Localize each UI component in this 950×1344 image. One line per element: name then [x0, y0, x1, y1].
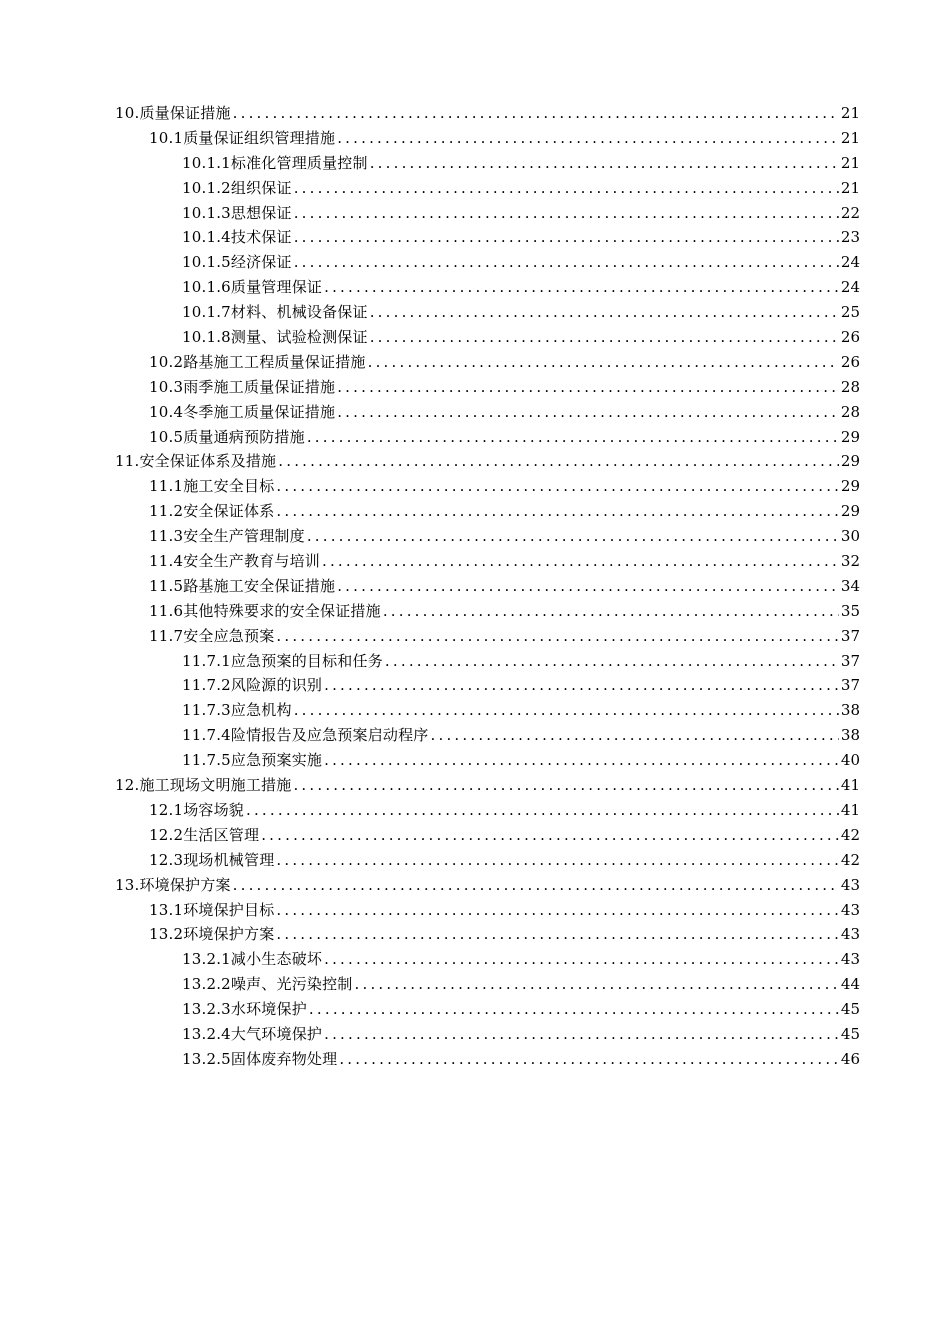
- toc-entry-page-number: 43: [840, 875, 860, 894]
- toc-entry-title: 13.环境保护方案: [115, 875, 231, 894]
- toc-entry-page-number: 38: [840, 726, 860, 745]
- toc-entry-page-number: 28: [840, 402, 860, 421]
- toc-dot-leader: [337, 574, 839, 599]
- toc-entry-title: 13.1环境保护目标: [149, 900, 275, 919]
- toc-dot-leader: [278, 449, 839, 474]
- toc-entry-title: 13.2.1减小生态破坏: [182, 950, 323, 969]
- toc-dot-leader: [383, 599, 839, 624]
- toc-entry-title: 12.施工现场文明施工措施: [115, 776, 292, 795]
- toc-entry-page-number: 26: [840, 328, 860, 347]
- toc-dot-leader: [276, 499, 839, 524]
- toc-entry-title: 10.1质量保证组织管理措施: [149, 128, 336, 147]
- toc-entry[interactable]: [115, 748, 860, 773]
- toc-entry[interactable]: [115, 225, 860, 250]
- toc-entry-title: 10.1.1标准化管理质量控制: [182, 153, 368, 172]
- toc-entry[interactable]: [115, 151, 860, 176]
- toc-entry-title: 11.7.4险情报告及应急预案启动程序: [182, 726, 429, 745]
- toc-entry[interactable]: [115, 176, 860, 201]
- toc-entry[interactable]: [115, 474, 860, 499]
- toc-entry[interactable]: [115, 524, 860, 549]
- toc-entry-page-number: 43: [840, 950, 860, 969]
- toc-entry-page-number: 29: [840, 502, 860, 521]
- toc-entry[interactable]: [115, 449, 860, 474]
- toc-entry-page-number: 41: [840, 800, 860, 819]
- toc-entry-page-number: 43: [840, 925, 860, 944]
- toc-entry[interactable]: [115, 649, 860, 674]
- toc-entry-page-number: 30: [840, 527, 860, 546]
- toc-dot-leader: [309, 997, 839, 1022]
- toc-dot-leader: [276, 898, 839, 923]
- toc-entry-page-number: 34: [840, 576, 860, 595]
- toc-dot-leader: [337, 400, 839, 425]
- toc-entry[interactable]: [115, 574, 860, 599]
- toc-dot-leader: [233, 873, 839, 898]
- toc-entry[interactable]: [115, 997, 860, 1022]
- toc-entry-title: 10.1.5经济保证: [182, 253, 292, 272]
- toc-entry[interactable]: [115, 773, 860, 798]
- toc-entry[interactable]: [115, 898, 860, 923]
- toc-entry-page-number: 32: [840, 552, 860, 571]
- toc-entry-title: 11.安全保证体系及措施: [115, 452, 277, 471]
- toc-entry[interactable]: [115, 275, 860, 300]
- toc-entry-page-number: 24: [840, 253, 860, 272]
- toc-entry-title: 10.5质量通病预防措施: [149, 427, 305, 446]
- toc-entry-title: 11.2安全保证体系: [149, 502, 275, 521]
- toc-dot-leader: [431, 723, 839, 748]
- toc-entry[interactable]: [115, 673, 860, 698]
- toc-entry-title: 11.3安全生产管理制度: [149, 527, 305, 546]
- toc-entry[interactable]: [115, 922, 860, 947]
- toc-entry-page-number: 46: [840, 1049, 860, 1068]
- toc-entry-title: 10.1.7材料、机械设备保证: [182, 303, 368, 322]
- toc-entry-title: 11.4安全生产教育与培训: [149, 552, 320, 571]
- toc-entry-title: 12.1场容场貌: [149, 800, 244, 819]
- toc-dot-leader: [307, 425, 839, 450]
- toc-entry-title: 13.2.5固体废弃物处理: [182, 1049, 338, 1068]
- toc-entry[interactable]: [115, 848, 860, 873]
- toc-dot-leader: [368, 350, 839, 375]
- toc-entry-title: 10.1.4技术保证: [182, 228, 292, 247]
- table-of-contents: [115, 101, 860, 1072]
- toc-entry-title: 12.3现场机械管理: [149, 850, 275, 869]
- toc-entry[interactable]: [115, 823, 860, 848]
- toc-entry[interactable]: [115, 250, 860, 275]
- toc-entry-page-number: 37: [840, 651, 860, 670]
- toc-dot-leader: [261, 823, 839, 848]
- toc-dot-leader: [276, 624, 839, 649]
- toc-dot-leader: [355, 972, 839, 997]
- toc-entry-title: 11.7安全应急预案: [149, 626, 275, 645]
- toc-entry-title: 13.2.3水环境保护: [182, 1000, 307, 1019]
- toc-dot-leader: [385, 649, 839, 674]
- toc-entry-page-number: 29: [840, 452, 860, 471]
- toc-dot-leader: [337, 126, 839, 151]
- toc-dot-leader: [339, 1047, 839, 1072]
- toc-entry-title: 11.1施工安全目标: [149, 477, 275, 496]
- toc-entry[interactable]: [115, 201, 860, 226]
- toc-entry[interactable]: [115, 350, 860, 375]
- toc-dot-leader: [324, 673, 839, 698]
- toc-entry-page-number: 21: [840, 128, 860, 147]
- toc-entry-page-number: 44: [840, 975, 860, 994]
- toc-entry-page-number: 38: [840, 701, 860, 720]
- toc-entry-title: 10.2路基施工工程质量保证措施: [149, 352, 366, 371]
- toc-entry-title: 11.6其他特殊要求的安全保证措施: [149, 601, 381, 620]
- toc-dot-leader: [294, 225, 839, 250]
- toc-dot-leader: [337, 375, 839, 400]
- toc-dot-leader: [294, 176, 839, 201]
- toc-entry-page-number: 42: [840, 825, 860, 844]
- toc-entry[interactable]: [115, 1047, 860, 1072]
- toc-entry[interactable]: [115, 972, 860, 997]
- toc-entry-title: 12.2生活区管理: [149, 825, 260, 844]
- toc-entry-page-number: 21: [840, 104, 860, 122]
- toc-entry[interactable]: [115, 599, 860, 624]
- toc-entry[interactable]: [115, 1022, 860, 1047]
- toc-entry-page-number: 37: [840, 676, 860, 695]
- toc-dot-leader: [324, 1022, 839, 1047]
- toc-entry-title: 10.1.3思想保证: [182, 203, 292, 222]
- toc-entry-title: 10.质量保证措施: [115, 104, 231, 122]
- toc-entry-title: 11.7.2风险源的识别: [182, 676, 323, 695]
- toc-entry-page-number: 43: [840, 900, 860, 919]
- toc-entry-page-number: 21: [840, 153, 860, 172]
- toc-dot-leader: [276, 848, 839, 873]
- toc-entry-title: 13.2.4大气环境保护: [182, 1024, 323, 1043]
- toc-entry-page-number: 45: [840, 1024, 860, 1043]
- toc-entry-title: 10.3雨季施工质量保证措施: [149, 377, 336, 396]
- toc-entry-page-number: 23: [840, 228, 860, 247]
- toc-entry-page-number: 28: [840, 377, 860, 396]
- toc-dot-leader: [370, 300, 839, 325]
- toc-entry[interactable]: [115, 325, 860, 350]
- toc-entry-title: 10.1.2组织保证: [182, 178, 292, 197]
- toc-entry[interactable]: [115, 723, 860, 748]
- toc-entry-page-number: 37: [840, 626, 860, 645]
- toc-entry-page-number: 29: [840, 477, 860, 496]
- toc-entry[interactable]: [115, 549, 860, 574]
- toc-entry-title: 11.7.3应急机构: [182, 701, 292, 720]
- toc-entry-title: 10.1.8测量、试验检测保证: [182, 328, 368, 347]
- toc-entry[interactable]: [115, 698, 860, 723]
- toc-entry-page-number: 22: [840, 203, 860, 222]
- toc-entry-page-number: 35: [840, 601, 860, 620]
- toc-dot-leader: [370, 325, 839, 350]
- toc-dot-leader: [276, 474, 839, 499]
- toc-dot-leader: [294, 698, 839, 723]
- toc-dot-leader: [324, 748, 839, 773]
- toc-dot-leader: [307, 524, 839, 549]
- toc-entry-page-number: 25: [840, 303, 860, 322]
- toc-entry[interactable]: [115, 400, 860, 425]
- toc-dot-leader: [276, 922, 839, 947]
- toc-entry-title: 11.5路基施工安全保证措施: [149, 576, 336, 595]
- toc-entry-title: 13.2.2噪声、光污染控制: [182, 975, 353, 994]
- toc-entry[interactable]: [115, 798, 860, 823]
- toc-entry[interactable]: [115, 126, 860, 151]
- toc-entry-page-number: 41: [840, 776, 860, 795]
- toc-entry[interactable]: [115, 873, 860, 898]
- toc-entry-title: 11.7.1应急预案的目标和任务: [182, 651, 383, 670]
- toc-entry-title: 11.7.5应急预案实施: [182, 751, 323, 770]
- toc-entry-page-number: 21: [840, 178, 860, 197]
- toc-entry[interactable]: [115, 425, 860, 450]
- toc-entry[interactable]: [115, 499, 860, 524]
- toc-entry-page-number: 40: [840, 751, 860, 770]
- toc-entry-page-number: 42: [840, 850, 860, 869]
- toc-entry[interactable]: [115, 300, 860, 325]
- toc-entry-title: 10.4冬季施工质量保证措施: [149, 402, 336, 421]
- toc-entry-page-number: 26: [840, 352, 860, 371]
- toc-dot-leader: [370, 151, 839, 176]
- toc-dot-leader: [246, 798, 839, 823]
- toc-entry-page-number: 24: [840, 278, 860, 297]
- toc-dot-leader: [294, 250, 839, 275]
- toc-entry-title: 13.2环境保护方案: [149, 925, 275, 944]
- toc-dot-leader: [324, 947, 839, 972]
- toc-entry-page-number: 45: [840, 1000, 860, 1019]
- toc-entry[interactable]: [115, 375, 860, 400]
- toc-dot-leader: [322, 549, 839, 574]
- toc-entry[interactable]: [115, 101, 860, 126]
- toc-entry-page-number: 29: [840, 427, 860, 446]
- toc-dot-leader: [293, 773, 838, 798]
- toc-entry[interactable]: [115, 947, 860, 972]
- toc-entry-title: 10.1.6质量管理保证: [182, 278, 323, 297]
- toc-dot-leader: [324, 275, 839, 300]
- toc-entry[interactable]: [115, 624, 860, 649]
- toc-dot-leader: [233, 101, 839, 126]
- toc-dot-leader: [294, 201, 839, 226]
